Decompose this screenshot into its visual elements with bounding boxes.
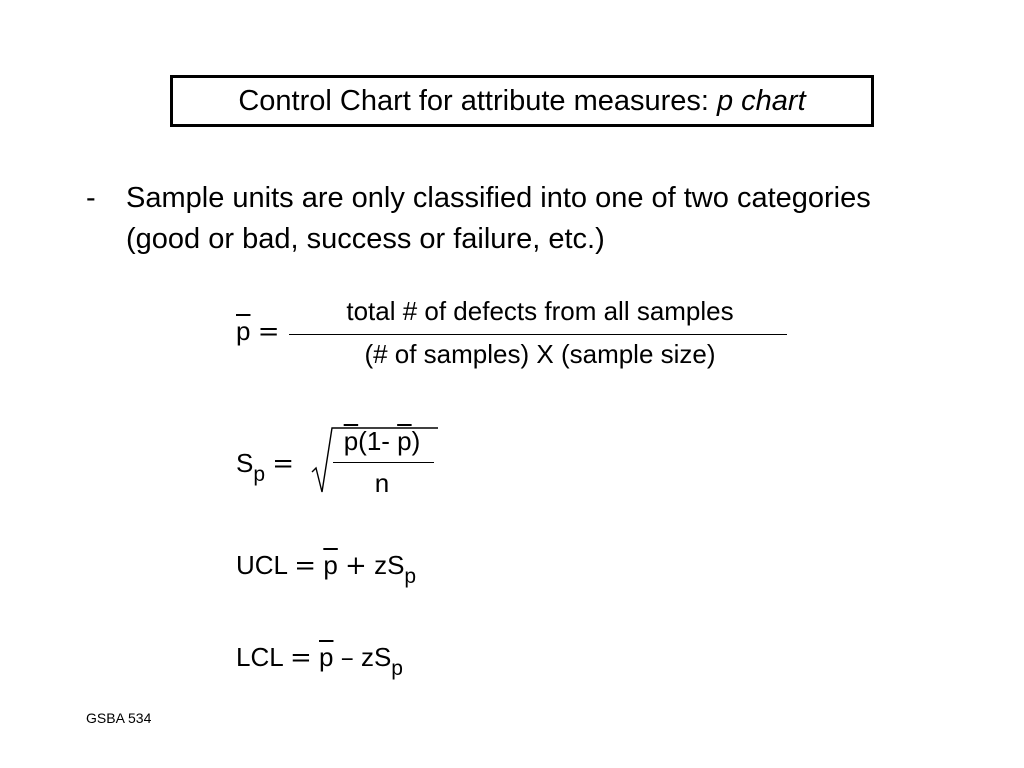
sp-subscript: p bbox=[253, 463, 266, 486]
lcl-label: LCL bbox=[236, 642, 283, 672]
title-emphasis: p chart bbox=[716, 84, 806, 117]
pbar-symbol: $\overline{p}$ bbox=[319, 642, 334, 672]
equals-sign: = bbox=[294, 551, 317, 581]
ucl-term: zS bbox=[374, 550, 405, 580]
lcl-formula bbox=[236, 642, 403, 680]
minus-sign: – bbox=[340, 643, 354, 673]
equals-sign: = bbox=[257, 317, 280, 347]
plus-sign: + bbox=[345, 551, 367, 581]
pbar-denominator: (# of samples) X (sample size) bbox=[364, 339, 716, 369]
equals-sign: = bbox=[289, 643, 312, 673]
ucl-label: UCL bbox=[236, 550, 288, 580]
title-text: Control Chart for attribute measures: bbox=[238, 84, 709, 117]
pbar-symbol: $\overline{p}$ bbox=[323, 550, 338, 580]
sp-main: S bbox=[236, 448, 254, 478]
sp-numerator-mid: (1- bbox=[358, 426, 398, 456]
equals-sign: = bbox=[272, 449, 295, 479]
pbar-symbol: $\overline{p}$ bbox=[397, 426, 412, 456]
sp-denominator: n bbox=[374, 468, 390, 498]
bullet-text: Sample units are only classified into one of two categories (good or bad, success or failure, etc.) bbox=[126, 182, 871, 255]
sp-formula-lhs bbox=[236, 448, 295, 486]
footer-course-code: GSBA 534 bbox=[86, 710, 152, 726]
fraction-line bbox=[333, 462, 434, 463]
ucl-formula bbox=[236, 550, 417, 588]
slide-title bbox=[170, 75, 874, 127]
pbar-symbol: $\overline{p}$ bbox=[343, 426, 359, 456]
pbar-formula-lhs bbox=[236, 316, 280, 347]
lcl-subscript: p bbox=[391, 657, 403, 680]
pbar-symbol: $\overline{p}$ bbox=[236, 316, 251, 346]
lcl-term: zS bbox=[360, 642, 392, 672]
sp-numerator bbox=[330, 426, 434, 457]
sp-numerator-end: ) bbox=[411, 426, 421, 456]
bullet-marker: - bbox=[86, 182, 96, 214]
ucl-subscript: p bbox=[404, 565, 417, 588]
pbar-numerator: total # of defects from all samples bbox=[346, 296, 734, 326]
fraction-line bbox=[289, 334, 787, 335]
